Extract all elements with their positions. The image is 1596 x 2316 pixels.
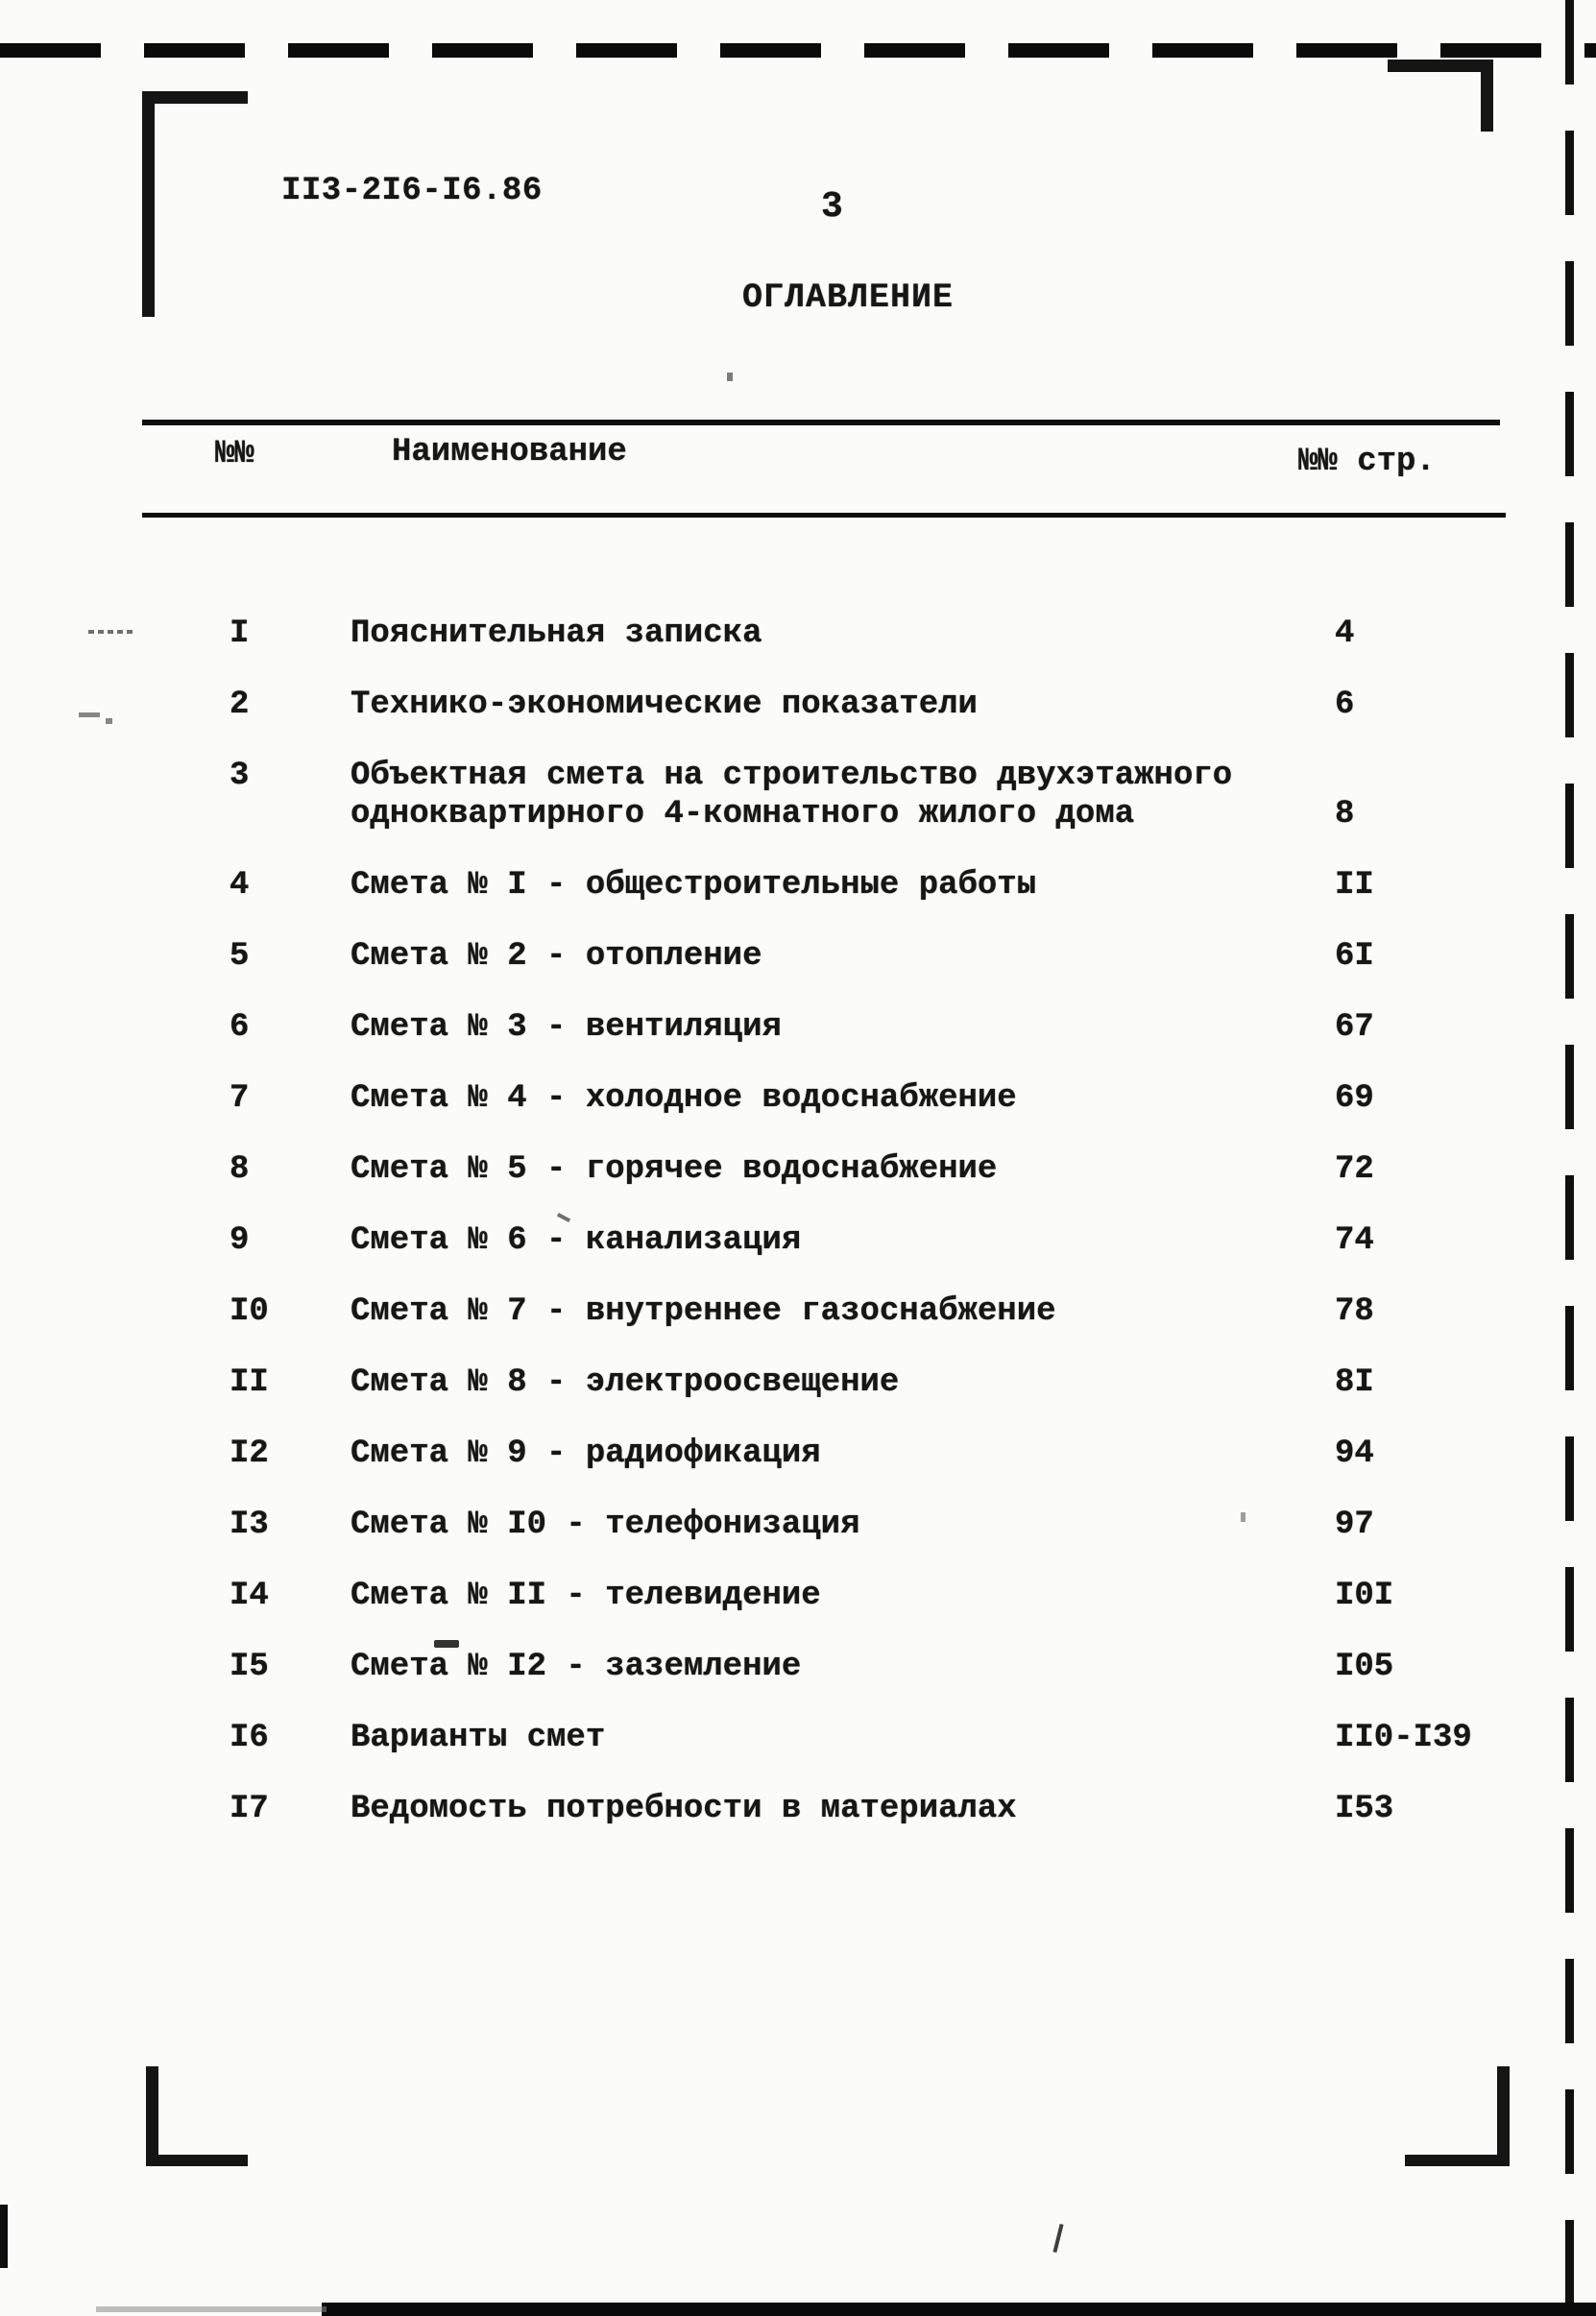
toc-row — [216, 1790, 1580, 1828]
toc-row — [216, 1292, 1580, 1331]
toc-row — [216, 1648, 1580, 1686]
crop-mark-top-right — [1388, 60, 1493, 72]
scan-noise — [106, 718, 112, 724]
crop-mark-bottom-right — [1497, 2066, 1510, 2166]
row-page: 8I — [1335, 1364, 1374, 1401]
row-page: I05 — [1335, 1649, 1394, 1685]
toc-row — [216, 1435, 1580, 1473]
toc-row — [216, 1363, 1580, 1402]
row-page: 4 — [1335, 615, 1355, 652]
toc-row — [216, 1221, 1580, 1260]
crop-mark-bottom-right — [1405, 2155, 1510, 2166]
toc-row — [216, 615, 1580, 653]
page-number: 3 — [821, 186, 843, 228]
row-number: 9 — [230, 1222, 250, 1259]
row-number: 6 — [230, 1009, 250, 1046]
toc-row — [216, 937, 1580, 976]
row-number: 2 — [230, 687, 250, 723]
toc-row — [216, 1506, 1580, 1544]
left-edge-mark — [0, 2205, 8, 2268]
row-title: Технико-экономические показатели — [351, 687, 978, 723]
row-number: I3 — [230, 1507, 269, 1543]
doc-code: II3-2I6-I6.86 — [281, 173, 543, 209]
toc-row — [216, 686, 1580, 724]
row-page: 94 — [1335, 1435, 1374, 1472]
toc-row — [216, 757, 1580, 833]
toc-row — [216, 1719, 1580, 1757]
row-number: 4 — [230, 867, 250, 904]
row-number: II — [230, 1364, 269, 1401]
bottom-edge-bar — [322, 2303, 1596, 2316]
scan-noise — [1052, 2224, 1063, 2253]
scan-noise — [79, 712, 100, 717]
row-page: 6 — [1335, 687, 1355, 723]
row-number: I5 — [230, 1649, 269, 1685]
row-page: 74 — [1335, 1222, 1374, 1259]
row-page: II — [1335, 867, 1374, 904]
toc-row — [216, 1150, 1580, 1189]
row-title: Смета № 2 - отопление — [351, 938, 762, 975]
column-header-number: №№ — [215, 436, 254, 472]
top-edge-dashed-line — [0, 43, 1596, 58]
scan-noise — [1241, 1512, 1245, 1522]
table-header-rule — [142, 513, 1506, 518]
row-title: Смета № 6 - канализация — [351, 1222, 802, 1259]
toc-row — [216, 1079, 1580, 1118]
row-number: 3 — [230, 758, 250, 794]
row-page: 78 — [1335, 1293, 1374, 1330]
row-number: I — [230, 615, 250, 652]
crop-mark-top-right — [1481, 60, 1493, 132]
row-title: Смета № 9 - радиофикация — [351, 1435, 821, 1472]
row-title: Объектная смета на строительство двухэтажного одноквартирного 4-комнатного жилого дома — [351, 758, 1233, 832]
row-page: 69 — [1335, 1080, 1374, 1117]
row-title: Смета № 4 - холодное водоснабжение — [351, 1080, 1017, 1117]
row-number: 5 — [230, 938, 250, 975]
crop-mark-bottom-left — [146, 2155, 248, 2166]
row-title: Смета № I2 - заземление — [351, 1649, 802, 1685]
toc-row — [216, 1577, 1580, 1615]
column-header-page: №№ стр. — [1298, 444, 1436, 480]
crop-mark-top-left — [142, 91, 155, 317]
toc-row — [216, 866, 1580, 905]
row-page: 72 — [1335, 1151, 1374, 1188]
row-number: 8 — [230, 1151, 250, 1188]
row-page: II0-I39 — [1335, 1720, 1472, 1756]
table-top-rule — [142, 420, 1500, 425]
row-title: Смета № II - телевидение — [351, 1578, 821, 1614]
row-page: 97 — [1335, 1507, 1374, 1543]
crop-mark-bottom-left — [146, 2066, 158, 2166]
row-number: I7 — [230, 1791, 269, 1827]
row-title: Смета № I0 - телефонизация — [351, 1507, 860, 1543]
row-page: 6I — [1335, 938, 1374, 975]
page-title: ОГЛАВЛЕНИЕ — [742, 278, 955, 317]
row-number: I6 — [230, 1720, 269, 1756]
scan-noise — [727, 373, 733, 381]
scan-noise — [434, 1640, 459, 1648]
row-title: Ведомость потребности в материалах — [351, 1791, 1017, 1827]
row-title: Смета № 5 - горячее водоснабжение — [351, 1151, 998, 1188]
row-title: Смета № 3 - вентиляция — [351, 1009, 782, 1046]
row-title: Варианты смет — [351, 1720, 606, 1756]
row-page: I53 — [1335, 1791, 1394, 1827]
row-number: I4 — [230, 1578, 269, 1614]
crop-mark-top-left — [142, 91, 248, 104]
row-page: 8 — [1335, 796, 1355, 832]
row-number: 7 — [230, 1080, 250, 1117]
row-number: I2 — [230, 1435, 269, 1472]
row-title: Пояснительная записка — [351, 615, 762, 652]
row-title: Смета № I - общестроительные работы — [351, 867, 1037, 904]
bottom-edge-faint-line — [96, 2306, 326, 2312]
column-header-name: Наименование — [392, 434, 627, 470]
toc-row — [216, 1008, 1580, 1047]
row-page: I0I — [1335, 1578, 1394, 1614]
row-title: Смета № 8 - электроосвещение — [351, 1364, 900, 1401]
scan-noise — [88, 630, 133, 634]
row-title: Смета № 7 - внутреннее газоснабжение — [351, 1293, 1056, 1330]
row-number: I0 — [230, 1293, 269, 1330]
toc-rows — [216, 615, 1580, 1861]
row-page: 67 — [1335, 1009, 1374, 1046]
